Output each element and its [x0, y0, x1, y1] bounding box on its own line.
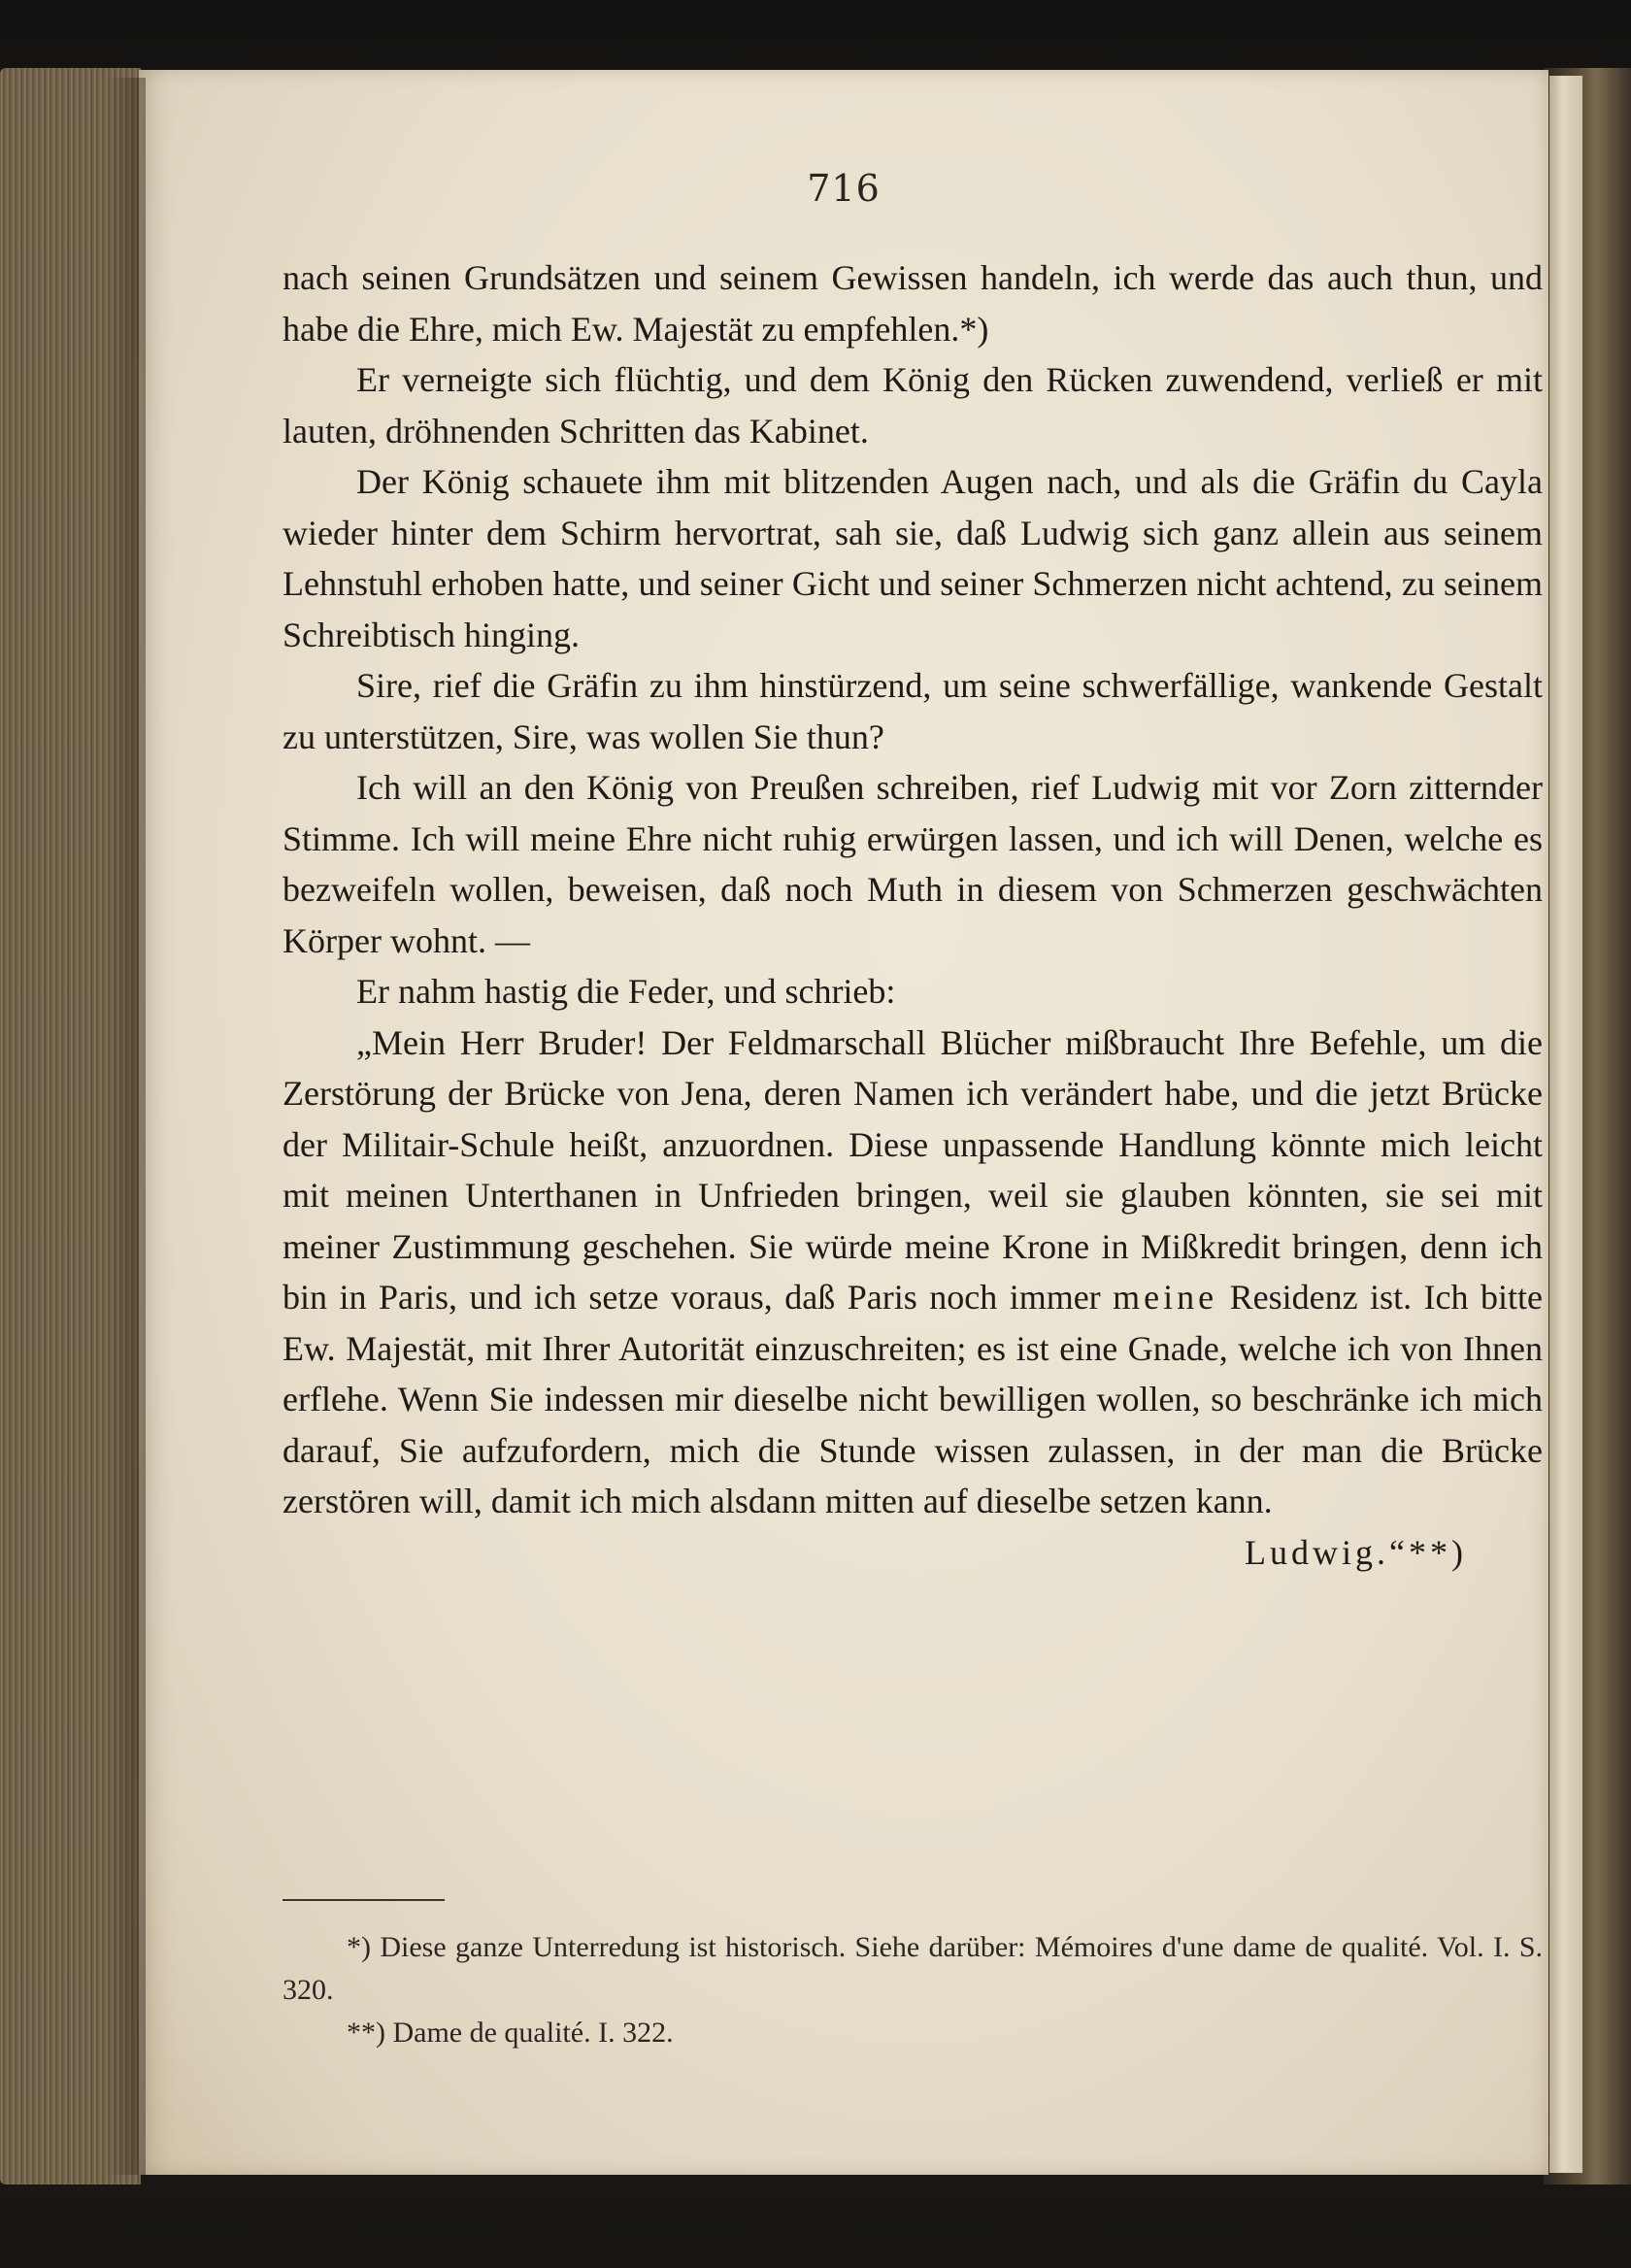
letter-text-part2: Residenz ist. Ich bitte Ew. Majestät, mit Ihrer Autorität einzuschreiten; es ist eine Gnade, welche ich von Ihnen erflehe. Wenn Sie indessen mir dieselbe nicht bewilligen wollen, so beschränke ich mich darauf, Sie aufzufordern, mich die Stunde wissen zulassen, in der man die Brücke zerstören will, damit ich mich alsdann mitten auf dieselbe setzen kann. — [283, 1278, 1543, 1520]
page-number: 716 — [807, 167, 881, 210]
paragraph-3: Der König schauete ihm mit blitzenden Augen nach, und als die Gräfin du Cayla wieder hinter dem Schirm hervortrat, sah sie, daß Ludwig sich ganz allein aus seinem Lehnstuhl erhoben hatte, und seiner Gicht und seiner Schmerzen nicht achtend, zu seinem Schreibtisch hinging. — [283, 462, 1543, 654]
right-page-strip — [1549, 76, 1582, 2173]
paragraph-4: Sire, rief die Gräfin zu ihm hinstürzend, um seine schwerfällige, wankende Gestalt zu unterstützen, Sire, was wollen Sie thun? — [283, 666, 1543, 756]
paragraph-5: Ich will an den König von Preußen schreiben, rief Ludwig mit vor Zorn zitternder Stimme. Ich will meine Ehre nicht ruhig erwürgen lassen, und ich will Denen, welche es bezweifeln wollen, beweisen, daß noch Muth in diesem von Schmerzen geschwächten Körper wohnt. — — [283, 768, 1543, 960]
letter-paragraph — [283, 1017, 1543, 1572]
footnote-divider — [283, 1899, 445, 1901]
letter-text-part1: „Mein Herr Bruder! Der Feldmarschall Blücher mißbraucht Ihre Befehle, um die Zerstörung der Brücke von Jena, deren Namen ich verändert habe, und die jetzt Brücke der Militair-Schule heißt, anzuordnen. Diese unpassende Handlung könnte mich leicht mit meinen Unterthanen in Unfrieden bringen, weil sie glauben könnten, sie sei mit meiner Zustimmung geschehen. Sie würde meine Krone in Mißkredit bringen, denn ich bin in Paris, und ich setze voraus, daß Paris noch immer — [283, 1022, 1543, 1317]
footnote-1: *) Diese ganze Unterredung ist historisch. Siehe darüber: Mémoires d'une dame de qualité. Vol. I. S. 320. — [283, 1931, 1543, 2006]
letter-signature: Ludwig.“**) — [1245, 1532, 1467, 1572]
footnotes — [283, 1926, 1543, 2054]
body-text — [283, 252, 1543, 1578]
book-page — [139, 70, 1548, 2175]
gutter-shadow — [107, 78, 146, 2175]
letter-emphasis: meine — [1113, 1278, 1218, 1317]
paragraph-1: nach seinen Grundsätzen und seinem Gewissen handeln, ich werde das auch thun, und habe die Ehre, mich Ew. Majestät zu empfehlen.*) — [283, 258, 1543, 349]
paragraph-6: Er nahm hastig die Feder, und schrieb: — [356, 972, 896, 1011]
paragraph-2: Er verneigte sich flüchtig, und dem König den Rücken zuwendend, verließ er mit lauten, dröhnenden Schritten das Kabinet. — [283, 360, 1543, 450]
footnote-2: **) Dame de qualité. I. 322. — [347, 2017, 674, 2049]
